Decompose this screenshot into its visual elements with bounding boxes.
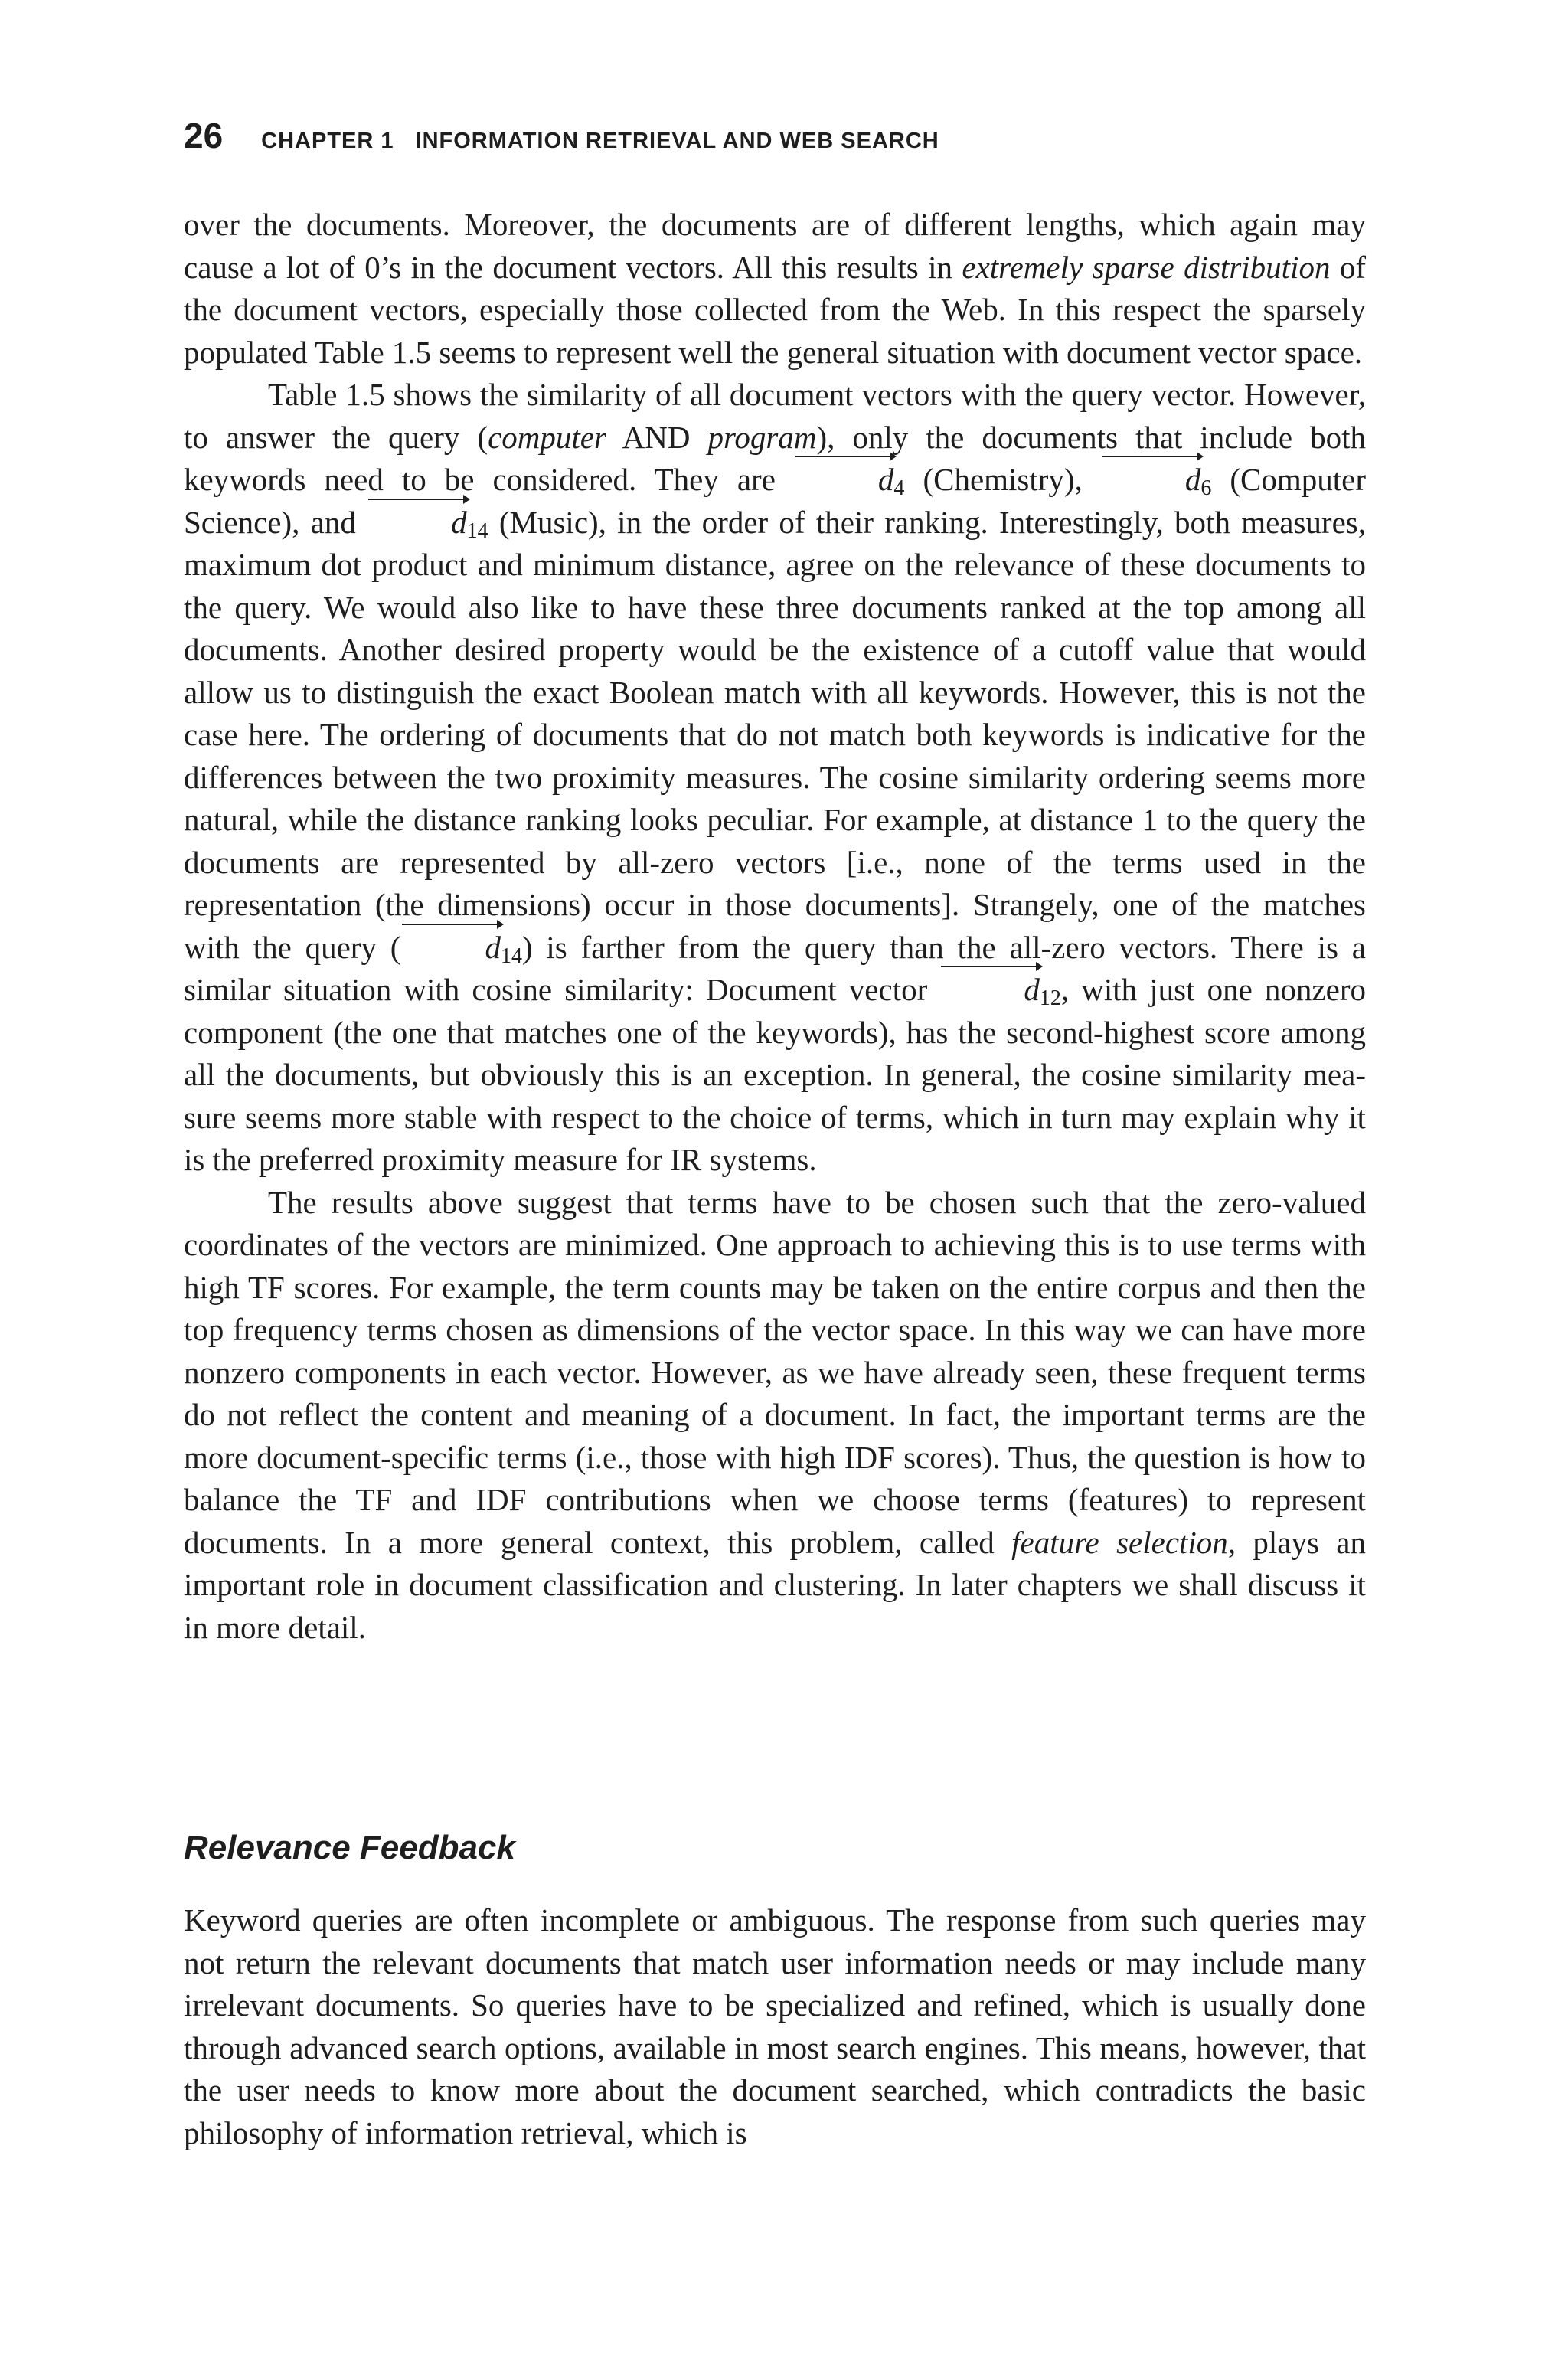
- p2-emphasis-program: program: [707, 419, 817, 455]
- p1-text-a: over the documents. Moreover, the documents are of different lengths, which again may cause a lot of 0’s in the document vectors. All this results in: [184, 207, 1366, 285]
- main-text: [184, 204, 1366, 1649]
- vector-d6: d: [1101, 459, 1201, 502]
- p2-text-a: Table 1.5 shows the similarity of all document vectors with the query vector. However, to answer the query (: [184, 377, 1366, 455]
- subscript-14: 14: [466, 518, 488, 543]
- p3-emphasis: feature selection: [1011, 1524, 1228, 1560]
- section-text: [184, 1899, 1366, 2154]
- p2-and: AND: [606, 419, 708, 455]
- p2-text-g: , with just one nonzero component (the one that matches one of the keywords), has the second-highest score among all the documents, but obviously this is an exception. In general, the cosine similarity measure seems more stable with respect to the choice of terms, which in turn may explain why it is the preferred proximity measure for IR systems.: [184, 972, 1366, 1177]
- page-number: 26: [184, 116, 224, 155]
- p2-text-f: ) is farther from the query than the all-zero vectors. There is a similar situation with cosine similarity: Document vector: [184, 929, 1366, 1007]
- subscript-12: 12: [1039, 986, 1061, 1010]
- subscript-6: 6: [1200, 476, 1212, 500]
- vector-d4: d: [794, 459, 894, 502]
- running-head: [261, 129, 939, 154]
- paragraph-1: [184, 204, 1366, 374]
- subscript-14-second: 14: [500, 944, 522, 968]
- p2-text-b: ), only the documents that include both keywords need to be considered. They are: [184, 419, 1366, 497]
- running-header: [184, 115, 1384, 168]
- p2-text-e: (Music), in the order of their ranking. Interestingly, both measures, maximum dot product and minimum distance, agree on the relevance of these documents to the query. We would also like to have these three documents ranked at the top among all documents. Another desired property would be the existence of a cutoff value that would allow us to distinguish the exact Boolean match with all keywords. However, this is not the case here. The ordering of documents that do not match both keywords is indicative for the differences between the two proximity measures. The cosine similarity ordering seems more natural, while the distance ranking looks peculiar. For example, at distance 1 to the query the documents are represented by all-zero vectors [i.e., none of the terms used in the representation (the dimensions) occur in those documents]. Strangely, one of the matches with the query (: [184, 504, 1366, 965]
- chapter-label: CHAPTER 1: [261, 129, 394, 153]
- subscript-4: 4: [893, 476, 905, 500]
- section-heading: Relevance Feedback: [184, 1829, 515, 1866]
- vector-d14: d: [367, 502, 467, 545]
- p1-text-b: of the document vectors, especially those collected from the Web. In this respect the sparsely populated Table 1.5 seems to represent well the general situation with document vector space.: [184, 249, 1367, 370]
- p3-text-b: , plays an important role in document classification and clustering. In later chapters we shall discuss it in more detail.: [184, 1524, 1366, 1645]
- chapter-title: INFORMATION RETRIEVAL AND WEB SEARCH: [415, 129, 939, 153]
- p2-text-c: (Chemistry),: [904, 462, 1101, 497]
- paragraph-4: Keyword queries are often incomplete or ambiguous. The response from such queries may not return the relevant documents that match user information needs or may include many irrelevant documents. So queries have to be specialized and refined, which is usually done through advanced search options, available in most search engines. This means, however, that the user needs to know more about the document searched, which contradicts the basic philosophy of information retrieval, which is: [184, 1902, 1366, 2150]
- paragraph-3: [184, 1182, 1366, 1650]
- p2-emphasis-computer: computer: [488, 419, 606, 455]
- p3-text-a: The results above suggest that terms have to be chosen such that the zero-valued coordinates of the vectors are minimized. One approach to achieving this is to use terms with high TF scores. For example, the term counts may be taken on the entire corpus and then the top frequency terms chosen as dimensions of the vector space. In this way we can have more nonzero components in each vector. However, as we have already seen, these frequent terms do not reflect the content and meaning of a document. In fact, the important terms are the more document-specific terms (i.e., those with high IDF scores). Thus, the question is how to balance the TF and IDF contributions when we choose terms (features) to represent documents. In a more general context, this problem, called: [184, 1184, 1366, 1560]
- paragraph-2: [184, 374, 1366, 1182]
- vector-d14-second: d: [400, 927, 501, 970]
- p2-text-d: (Computer Science), and: [184, 462, 1366, 540]
- p1-emphasis: extremely sparse distribution: [962, 249, 1331, 285]
- vector-d12: d: [939, 969, 1040, 1012]
